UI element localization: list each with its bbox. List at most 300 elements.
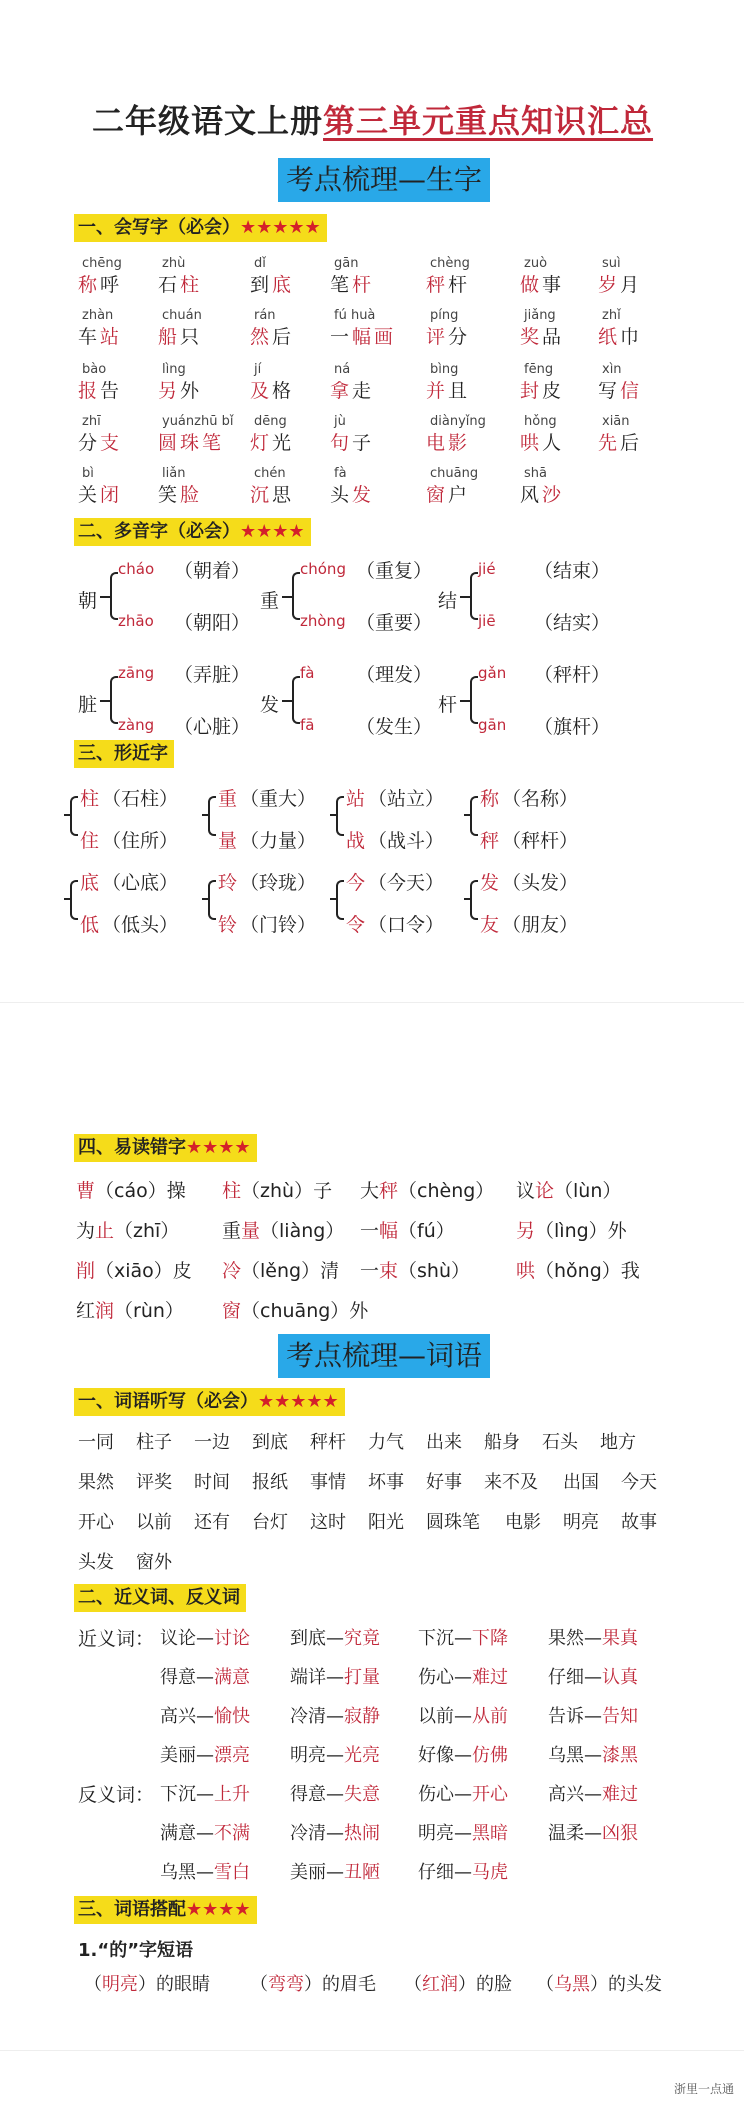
similar-char: 发 bbox=[480, 872, 500, 894]
poly-word: （旗杆） bbox=[534, 716, 611, 738]
poly-char: 杆 bbox=[438, 694, 458, 716]
section-label: 一、词语听写（必会） bbox=[78, 1391, 258, 1412]
word-pair bbox=[290, 1702, 380, 1728]
dash: — bbox=[196, 1745, 214, 1766]
pair-word: 光亮 bbox=[344, 1745, 380, 1766]
similar-char: 称 bbox=[480, 788, 500, 810]
dash: — bbox=[326, 1667, 344, 1688]
word: 乌黑 bbox=[548, 1745, 584, 1766]
misread-part: （zhī） bbox=[114, 1220, 180, 1242]
similar-char: 站 bbox=[346, 788, 366, 810]
pair-word: 下降 bbox=[472, 1628, 508, 1649]
char: 画 bbox=[374, 326, 394, 348]
bracket: （ bbox=[250, 1974, 268, 1995]
similar-word: （门铃） bbox=[240, 914, 317, 936]
dash: — bbox=[454, 1823, 472, 1844]
misread-item bbox=[222, 1176, 332, 1203]
misread-part: 论 bbox=[535, 1180, 555, 1202]
char: 事 bbox=[542, 274, 562, 296]
brace-stem bbox=[202, 814, 208, 816]
misread-part: 一 bbox=[360, 1260, 380, 1282]
word: 果然 bbox=[548, 1628, 584, 1649]
char: 后 bbox=[620, 432, 640, 454]
pair-word: 失意 bbox=[344, 1784, 380, 1805]
similar-char: 量 bbox=[218, 830, 238, 852]
pinyin: dǐ bbox=[254, 256, 266, 271]
section-box-words: 考点梳理—词语 bbox=[278, 1334, 490, 1378]
char: 石 bbox=[158, 274, 178, 296]
poly-word: （心脏） bbox=[174, 716, 251, 738]
section-label: 四、易读错字 bbox=[78, 1137, 186, 1158]
word-pair bbox=[548, 1663, 638, 1689]
brace bbox=[208, 796, 216, 836]
section-similar-chars bbox=[74, 740, 174, 768]
pinyin: fú huà bbox=[334, 308, 376, 323]
pinyin: zhǐ bbox=[602, 308, 621, 323]
section-label: 二、近义词、反义词 bbox=[78, 1587, 240, 1608]
word: 伤心 bbox=[418, 1667, 454, 1688]
misread-item bbox=[360, 1216, 455, 1243]
section-collocation bbox=[74, 1896, 257, 1924]
dictation-word: 还有 bbox=[194, 1512, 230, 1533]
char: 拿 bbox=[330, 380, 350, 402]
pinyin: chēng bbox=[82, 256, 122, 271]
word: 冷清 bbox=[290, 1823, 326, 1844]
de-phrase bbox=[84, 1970, 210, 1996]
dash: — bbox=[326, 1706, 344, 1727]
word-pair bbox=[548, 1702, 638, 1728]
similar-word: （力量） bbox=[240, 830, 317, 852]
pair-word: 漂亮 bbox=[214, 1745, 250, 1766]
char: 发 bbox=[352, 484, 372, 506]
char: 秤 bbox=[426, 274, 446, 296]
brace bbox=[292, 676, 300, 724]
similar-char: 底 bbox=[80, 872, 100, 894]
poly-pinyin: zhòng bbox=[300, 612, 346, 630]
word: 美丽 bbox=[290, 1862, 326, 1883]
de-phrase-title: 1.“的”字短语 bbox=[78, 1940, 194, 1961]
brace bbox=[70, 880, 78, 920]
similar-word: （心底） bbox=[102, 872, 179, 894]
char: 外 bbox=[180, 380, 200, 402]
brace bbox=[292, 572, 300, 620]
char: 后 bbox=[272, 326, 292, 348]
misread-part: 曹 bbox=[76, 1180, 96, 1202]
brace-stem bbox=[100, 700, 110, 702]
char: 风 bbox=[520, 484, 540, 506]
word-pair bbox=[160, 1624, 250, 1650]
dictation-word: 评奖 bbox=[136, 1472, 172, 1493]
pinyin: lìng bbox=[162, 362, 186, 377]
misread-item bbox=[360, 1176, 494, 1203]
misread-part: 红 bbox=[76, 1300, 96, 1322]
char: 做 bbox=[520, 274, 540, 296]
char: 底 bbox=[272, 274, 292, 296]
dash: — bbox=[454, 1628, 472, 1649]
misread-part: 窗 bbox=[222, 1300, 242, 1322]
pinyin: zhù bbox=[162, 256, 186, 271]
char: 分 bbox=[78, 432, 98, 454]
pair-word: 难过 bbox=[602, 1784, 638, 1805]
char: 一 bbox=[330, 326, 350, 348]
word-pair bbox=[290, 1858, 380, 1884]
misread-part: 秤 bbox=[379, 1180, 399, 1202]
dictation-word: 故事 bbox=[621, 1512, 657, 1533]
misread-part: 一 bbox=[360, 1220, 380, 1242]
similar-char: 战 bbox=[346, 830, 366, 852]
pinyin: chuāng bbox=[430, 466, 479, 481]
bracket: （ bbox=[404, 1974, 422, 1995]
poly-word: （朝着） bbox=[174, 560, 251, 582]
dictation-word: 坏事 bbox=[368, 1472, 404, 1493]
char: 杆 bbox=[352, 274, 372, 296]
dictation-word: 来不及 bbox=[484, 1472, 538, 1493]
dash: — bbox=[584, 1745, 602, 1766]
dash: — bbox=[584, 1706, 602, 1727]
poly-word: （理发） bbox=[356, 664, 433, 686]
misread-part: 量 bbox=[241, 1220, 261, 1242]
misread-part: 削 bbox=[76, 1260, 96, 1282]
similar-word: （住所） bbox=[102, 830, 179, 852]
dictation-word: 阳光 bbox=[368, 1512, 404, 1533]
similar-word: （玲珑） bbox=[240, 872, 317, 894]
word: 好像 bbox=[418, 1745, 454, 1766]
pinyin: rán bbox=[254, 308, 276, 323]
char: 头 bbox=[330, 484, 350, 506]
misread-item bbox=[222, 1296, 368, 1323]
pair-word: 雪白 bbox=[214, 1862, 250, 1883]
pinyin: dēng bbox=[254, 414, 287, 429]
char: 船 bbox=[158, 326, 178, 348]
misread-part: （cáo）操 bbox=[95, 1180, 186, 1202]
dash: — bbox=[454, 1862, 472, 1883]
pair-word: 愉快 bbox=[214, 1706, 250, 1727]
similar-word: （头发） bbox=[502, 872, 579, 894]
dash: — bbox=[584, 1628, 602, 1649]
pair-word: 认真 bbox=[602, 1667, 638, 1688]
stars-icon: ★★★★ bbox=[240, 521, 305, 542]
word-pair bbox=[418, 1741, 508, 1767]
misread-item bbox=[76, 1176, 186, 1203]
similar-word: （秤杆） bbox=[502, 830, 579, 852]
title-black: 二年级语文上册 bbox=[92, 102, 324, 140]
pair-word: 满意 bbox=[214, 1667, 250, 1688]
similar-char: 柱 bbox=[80, 788, 100, 810]
dictation-word: 地方 bbox=[600, 1432, 636, 1453]
word-pair bbox=[160, 1702, 250, 1728]
char: 子 bbox=[352, 432, 372, 454]
misread-part: （fú） bbox=[398, 1220, 455, 1242]
misread-part: 重 bbox=[222, 1220, 242, 1242]
misread-part: （rùn） bbox=[114, 1300, 184, 1322]
pinyin: bìng bbox=[430, 362, 459, 377]
char: 杆 bbox=[448, 274, 468, 296]
section-label: 二、多音字（必会） bbox=[78, 521, 240, 542]
char: 窗 bbox=[426, 484, 446, 506]
word: 乌黑 bbox=[160, 1862, 196, 1883]
pair-word: 不满 bbox=[214, 1823, 250, 1844]
dash: — bbox=[196, 1784, 214, 1805]
dash: — bbox=[584, 1823, 602, 1844]
misread-item bbox=[222, 1256, 339, 1283]
stars-icon: ★★★★ bbox=[186, 1137, 251, 1158]
char: 沙 bbox=[542, 484, 562, 506]
dash: — bbox=[454, 1667, 472, 1688]
char: 奖 bbox=[520, 326, 540, 348]
char: 圆 bbox=[158, 432, 178, 454]
poly-char: 结 bbox=[438, 590, 458, 612]
char: 岁 bbox=[598, 274, 618, 296]
poly-pinyin: zhāo bbox=[118, 612, 154, 630]
similar-char: 令 bbox=[346, 914, 366, 936]
poly-char: 发 bbox=[260, 694, 280, 716]
char: 笑 bbox=[158, 484, 178, 506]
char: 称 bbox=[78, 274, 98, 296]
pinyin: shā bbox=[524, 466, 547, 481]
misread-part: 哄 bbox=[516, 1260, 536, 1282]
watermark: 浙里一点通 bbox=[673, 2082, 734, 2096]
word: 明亮 bbox=[418, 1823, 454, 1844]
misread-part: 议 bbox=[516, 1180, 536, 1202]
char: 分 bbox=[448, 326, 468, 348]
pair-word: 上升 bbox=[214, 1784, 250, 1805]
dictation-word: 时间 bbox=[194, 1472, 230, 1493]
poly-word: （结束） bbox=[534, 560, 611, 582]
word-pair bbox=[160, 1858, 250, 1884]
divider bbox=[0, 2050, 744, 2051]
section-label: 三、词语搭配 bbox=[78, 1899, 186, 1920]
page-title bbox=[92, 96, 653, 142]
word-pair bbox=[418, 1663, 508, 1689]
stars-icon: ★★★★★ bbox=[240, 217, 321, 238]
word-pair bbox=[418, 1702, 508, 1728]
section-easy-misread bbox=[74, 1134, 257, 1162]
pinyin: yuánzhū bǐ bbox=[162, 414, 234, 429]
brace-stem bbox=[460, 596, 470, 598]
poly-word: （朝阳） bbox=[174, 612, 251, 634]
pair-word: 从前 bbox=[472, 1706, 508, 1727]
de-phrase bbox=[404, 1970, 512, 1996]
dictation-word: 开心 bbox=[78, 1512, 114, 1533]
dash: — bbox=[196, 1667, 214, 1688]
pair-word: 难过 bbox=[472, 1667, 508, 1688]
char: 月 bbox=[620, 274, 640, 296]
poly-word: （结实） bbox=[534, 612, 611, 634]
dictation-word: 秤杆 bbox=[310, 1432, 346, 1453]
dictation-word: 一边 bbox=[194, 1432, 230, 1453]
poly-pinyin: cháo bbox=[118, 560, 155, 578]
poly-word: （秤杆） bbox=[534, 664, 611, 686]
dash: — bbox=[326, 1628, 344, 1649]
pair-word: 黑暗 bbox=[472, 1823, 508, 1844]
brace bbox=[470, 676, 478, 724]
similar-word: （重大） bbox=[240, 788, 317, 810]
word: 冷清 bbox=[290, 1706, 326, 1727]
dictation-word: 柱子 bbox=[136, 1432, 172, 1453]
dictation-word: 出国 bbox=[563, 1472, 599, 1493]
word: 仔细 bbox=[418, 1862, 454, 1883]
pinyin: chèng bbox=[430, 256, 470, 271]
misread-part: 束 bbox=[379, 1260, 399, 1282]
adjective: 明亮 bbox=[102, 1974, 138, 1995]
misread-part: （zhù）子 bbox=[241, 1180, 333, 1202]
word-pair bbox=[290, 1780, 380, 1806]
char: 并 bbox=[426, 380, 446, 402]
word-pair bbox=[290, 1741, 380, 1767]
dictation-word: 出来 bbox=[426, 1432, 462, 1453]
adjective: 红润 bbox=[422, 1974, 458, 1995]
word-pair bbox=[548, 1741, 638, 1767]
char: 走 bbox=[352, 380, 372, 402]
similar-char: 铃 bbox=[218, 914, 238, 936]
char: 呼 bbox=[100, 274, 120, 296]
poly-pinyin: zàng bbox=[118, 716, 155, 734]
misread-part: （shù） bbox=[398, 1260, 471, 1282]
dash: — bbox=[454, 1745, 472, 1766]
noun: ）的脸 bbox=[458, 1974, 512, 1995]
char: 站 bbox=[100, 326, 120, 348]
brace bbox=[470, 880, 478, 920]
word-pair bbox=[418, 1858, 508, 1884]
dash: — bbox=[326, 1745, 344, 1766]
char: 脸 bbox=[180, 484, 200, 506]
brace-stem bbox=[330, 814, 336, 816]
poly-pinyin: chóng bbox=[300, 560, 346, 578]
word: 得意 bbox=[290, 1784, 326, 1805]
similar-word: （站立） bbox=[368, 788, 445, 810]
poly-char: 重 bbox=[260, 590, 280, 612]
similar-char: 重 bbox=[218, 788, 238, 810]
misread-part: 大 bbox=[360, 1180, 380, 1202]
brace bbox=[336, 796, 344, 836]
char: 巾 bbox=[620, 326, 640, 348]
similar-word: （今天） bbox=[368, 872, 445, 894]
char: 品 bbox=[542, 326, 562, 348]
dash: — bbox=[584, 1667, 602, 1688]
dictation-word: 一同 bbox=[78, 1432, 114, 1453]
dash: — bbox=[326, 1862, 344, 1883]
char: 沉 bbox=[250, 484, 270, 506]
section-box-characters: 考点梳理—生字 bbox=[278, 158, 490, 202]
pinyin: gān bbox=[334, 256, 359, 271]
char: 哄 bbox=[520, 432, 540, 454]
dictation-word: 好事 bbox=[426, 1472, 462, 1493]
section-synonyms-antonyms bbox=[74, 1584, 246, 1612]
word-pair bbox=[548, 1780, 638, 1806]
section-label: 一、会写字（必会） bbox=[78, 217, 240, 238]
word-pair bbox=[548, 1624, 638, 1650]
misread-part: 幅 bbox=[379, 1220, 399, 1242]
similar-word: （朋友） bbox=[502, 914, 579, 936]
misread-part: （lìng）外 bbox=[535, 1220, 627, 1242]
misread-part: （chèng） bbox=[398, 1180, 495, 1202]
char: 先 bbox=[598, 432, 618, 454]
dash: — bbox=[454, 1784, 472, 1805]
similar-word: （口令） bbox=[368, 914, 445, 936]
brace-stem bbox=[64, 898, 70, 900]
char: 到 bbox=[250, 274, 270, 296]
poly-char: 脏 bbox=[78, 694, 98, 716]
word: 满意 bbox=[160, 1823, 196, 1844]
similar-word: （名称） bbox=[502, 788, 579, 810]
word-pair bbox=[160, 1663, 250, 1689]
similar-char: 今 bbox=[346, 872, 366, 894]
pinyin: fēng bbox=[524, 362, 554, 377]
pair-word: 讨论 bbox=[214, 1628, 250, 1649]
divider bbox=[0, 1002, 744, 1003]
word-pair bbox=[160, 1780, 250, 1806]
de-phrase bbox=[250, 1970, 376, 1996]
misread-item bbox=[76, 1256, 192, 1283]
word: 伤心 bbox=[418, 1784, 454, 1805]
word: 议论 bbox=[160, 1628, 196, 1649]
char: 户 bbox=[448, 484, 468, 506]
word: 端详 bbox=[290, 1667, 326, 1688]
misread-part: 润 bbox=[95, 1300, 115, 1322]
word: 美丽 bbox=[160, 1745, 196, 1766]
char: 幅 bbox=[352, 326, 372, 348]
dictation-word: 今天 bbox=[621, 1472, 657, 1493]
similar-char: 玲 bbox=[218, 872, 238, 894]
pinyin: chuán bbox=[162, 308, 202, 323]
noun: ）的头发 bbox=[590, 1974, 662, 1995]
word: 以前 bbox=[418, 1706, 454, 1727]
brace-stem bbox=[460, 700, 470, 702]
word-pair bbox=[418, 1819, 508, 1845]
section-dictation bbox=[74, 1388, 345, 1416]
misread-part: 另 bbox=[516, 1220, 536, 1242]
pair-word: 究竟 bbox=[344, 1628, 380, 1649]
pair-word: 仿佛 bbox=[472, 1745, 508, 1766]
synonym-label: 近义词： bbox=[78, 1628, 155, 1650]
poly-pinyin: jiē bbox=[478, 612, 496, 630]
pinyin: bào bbox=[82, 362, 107, 377]
char: 句 bbox=[330, 432, 350, 454]
char: 写 bbox=[598, 380, 618, 402]
bracket: （ bbox=[84, 1974, 102, 1995]
pair-word: 打量 bbox=[344, 1667, 380, 1688]
misread-part: （liàng） bbox=[260, 1220, 345, 1242]
de-phrase bbox=[536, 1970, 662, 1996]
char: 笔 bbox=[202, 432, 222, 454]
char: 评 bbox=[426, 326, 446, 348]
char: 人 bbox=[542, 432, 562, 454]
word-pair bbox=[290, 1624, 380, 1650]
char: 灯 bbox=[250, 432, 270, 454]
poly-word: （弄脏） bbox=[174, 664, 251, 686]
poly-pinyin: zāng bbox=[118, 664, 155, 682]
char: 另 bbox=[158, 380, 178, 402]
pair-word: 漆黑 bbox=[602, 1745, 638, 1766]
dash: — bbox=[326, 1784, 344, 1805]
pinyin: ná bbox=[334, 362, 351, 377]
pinyin: píng bbox=[430, 308, 459, 323]
pinyin: zhī bbox=[82, 414, 101, 429]
word-pair bbox=[160, 1741, 250, 1767]
pinyin: liǎn bbox=[162, 466, 186, 481]
similar-word: （战斗） bbox=[368, 830, 445, 852]
misread-item bbox=[222, 1216, 344, 1243]
misread-part: （hǒng）我 bbox=[535, 1260, 640, 1282]
word: 下沉 bbox=[160, 1784, 196, 1805]
dictation-word: 报纸 bbox=[252, 1472, 288, 1493]
pair-word: 告知 bbox=[602, 1706, 638, 1727]
char: 影 bbox=[448, 432, 468, 454]
brace-stem bbox=[464, 814, 470, 816]
noun: ）的眉毛 bbox=[304, 1974, 376, 1995]
word: 温柔 bbox=[548, 1823, 584, 1844]
section-write-chars bbox=[74, 214, 327, 242]
